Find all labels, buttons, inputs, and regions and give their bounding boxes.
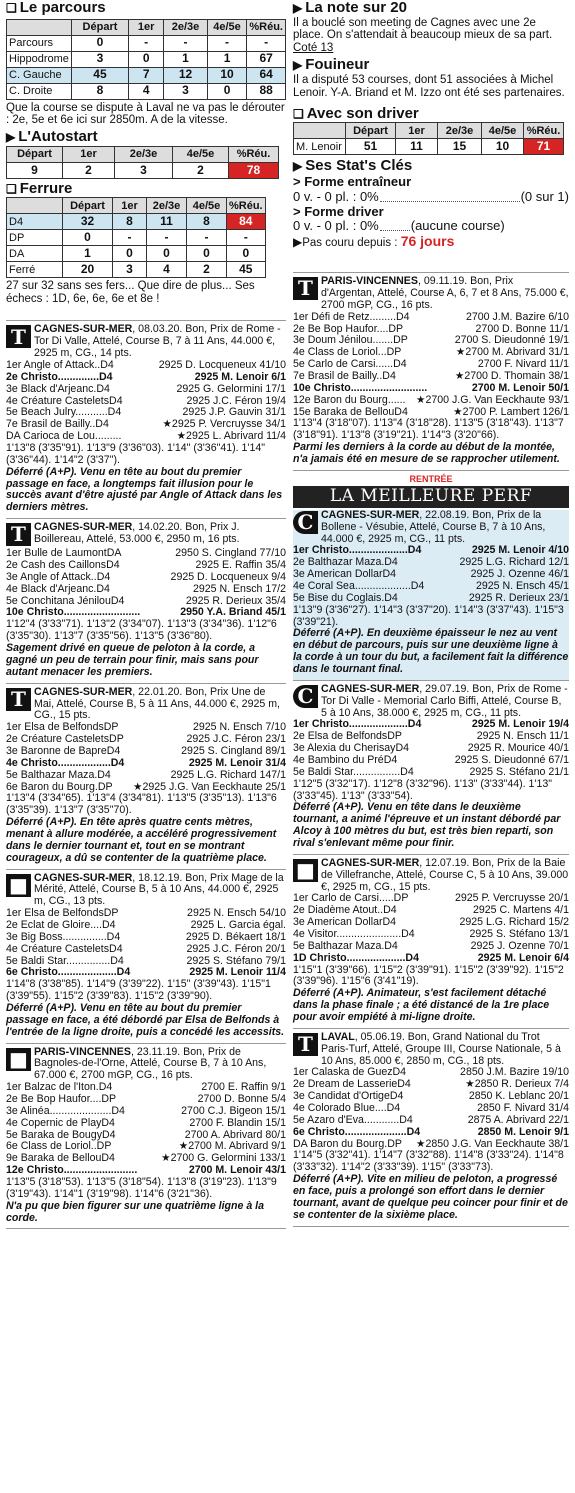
race-times: 1'14"8 (3'38"85). 1'14"9 (3'39"22). 1'15" (3'39"43). 1'15"1 (3'39"55). 1'15"2 (3'39"83). 1'15"2 (3'39"90).: [6, 978, 271, 1003]
fouineur-text: Il a disputé 53 courses, dont 51 associées à Michel Lenoir. Y-A. Briand et M. Izzo ont été ses partenaires.: [293, 73, 565, 99]
race-times: 1'12"4 (3'33"71). 1'13"2 (3'34"07). 1'13"3 (3'34"36). 1'12"6 (3'35"30). 1'13"7 (3'35"56). 1'13"5 (3'36"80).: [6, 618, 277, 643]
race-result-row: 3e Alexia du CherisayD4 2925 R. Mourice 40/1: [293, 742, 569, 755]
race-result-row: 9e Baraka de BellouD4 ★2700 G. Gelormini 133/1: [6, 1152, 286, 1165]
race-comment: Déferré (A+P). En deuxième épaisseur le nez au vent en début de parcours, puis sur une deuxième ligne à la corde à un tour du but, a facilement fait la différence dans le tournant final.: [293, 627, 569, 675]
stats-heading: ▶ Ses Stat's Clés: [293, 157, 413, 175]
race-result-row: 2e Elsa de BelfondsDP 2925 N. Ensch 11/1: [293, 730, 569, 743]
race-entry: ■ CAGNES-SUR-MER, 12.07.19. Bon, Prix de la Baie de Villefranche, Attelé, Course C, 5 à 10 Ans, 39.000 €, 2925 m, CG., 15 pts. 1er Carlo de Carsi.....DP 2925 P. Vercruysse 20/1 2e Diadème Atout..D4 2925 C. Martens 4/1 3e American DollarD4 2925 L.G. Richard 15/2 4e Visitor......................D4 2925 S. Stéfano 13/1 5e Balthazar Maza.D4 2925 J. Ozenne 70/1 1D Christo....................D4 2925 M. Lenoir 6/4 1'15"1 (3'39"66). 1'15"2 (3'39"91). 1'15"2 (3'39"92). 1'15"2 (3'39"96). 1'15"6 (3'41"19). Déferré (A+P). Animateur, s'est facilement détaché dans la phase finale ; a été distancé de la 1re place pour avoir empiété à mi-ligne droite.: [293, 858, 569, 1029]
race-result-row: 4e Visitor......................D4 2925 S. Stéfano 13/1: [293, 928, 569, 941]
race-result-row: 5e Bise du Coglais.D4 2925 R. Derieux 23/1: [293, 591, 569, 604]
race-result-row: 4e Black d'Arjeanc.D4 2925 N. Ensch 17/2: [6, 582, 286, 595]
race-result-row: 1er Carlo de Carsi.....DP 2925 P. Vercruysse 20/1: [293, 892, 569, 905]
race-result-row: 10e Christo.......................... 2700 M. Lenoir 50/1: [293, 381, 569, 394]
race-result-row: 6e Class de Loriol..DP ★2700 M. Abrivard 9/1: [6, 1140, 286, 1153]
forme-entraineur-title: > Forme entraîneur: [293, 173, 412, 189]
race-result-row: 5e Beach Julry...........D4 2925 J.P. Gauvin 31/1: [6, 406, 286, 419]
race-entry: T CAGNES-SUR-MER, 14.02.20. Bon, Prix J. Boillereau, Attelé, 53.000 €, 2950 m, 16 pts. 1er Bulle de LaumontDA 2950 S. Cingland 77/10 2e Cash des CaillonsD4 2925 E. Raffin 35/4 3e Angle of Attack..D4 2925 D. Locqueneux 9/4 4e Black d'Arjeanc.D4 2925 N. Ensch 17/2 5e Conchitana JénilouD4 2925 R. Derieux 35/4 10e Christo.......................... 2950 Y.A. Briand 45/1 1'12"4 (3'33"71). 1'13"2 (3'34"07). 1'13"3 (3'34"36). 1'12"6 (3'35"30). 1'13"7 (3'35"56). 1'13"5 (3'36"80). Sagement drivé en queue de peloton à la corde, a gagné un peu de terrain pour finir, mais sans pour autant menacer les premiers.: [6, 522, 286, 683]
pas-couru: ▶Pas couru depuis : 76 jours: [293, 233, 455, 250]
race-result-row: 3e Black d'Arjeanc.D4 2925 G. Gelormini 17/1: [6, 382, 286, 395]
race-result-row: 1er Christo....................D4 2925 M. Lenoir 4/10: [293, 544, 569, 557]
checkbox-icon: ❑: [6, 181, 17, 196]
right-races: [293, 276, 569, 471]
ferrure-heading: ❑ Ferrure: [6, 179, 73, 197]
race-entry: T CAGNES-SUR-MER, 08.03.20. Bon, Prix de Rome - Tor Di Valle, Attelé, Course B, 7 à 11 Ans, 44.000 €, 2925 m, CG., 14 pts. 1er Angle of Attack..D4 2925 D. Locqueneux 41/10 2e Christo..............D4 2925 M. Lenoir 6/1 3e Black d'Arjeanc.D4 2925 G. Gelormini 17/1 4e Créature CasteletsD4 2925 J.C. Féron 19/4 5e Beach Julry...........D4 2925 J.P. Gauvin 31/1 7e Brasil de Bailly..D4 ★2925 P. Vercruysse 34/1 DA Carioca de Lou......... ★2925 L. Abrivard 11/4 1'13"8 (3'35"91). 1'13"9 (3'36"03). 1'14" (3'36"41). 1'14" (3'36"44). 1'14"2 (3'37"). Déferré (A+P). Venu en tête au bout du premier passage en face, a longtemps fait illusion pour le succès avant d'être ajusté par Angle of Attack dans les derniers mètres.: [6, 324, 286, 519]
best-race: [293, 510, 569, 681]
race-result-row: 1er Calaska de GuezD4 2850 J.M. Bazire 19/10: [293, 1066, 569, 1079]
racetrack-logo-icon: T: [293, 277, 318, 300]
race-result-row: 3e American DollarD4 2925 J. Ozenne 46/1: [293, 568, 569, 581]
race-result-row: 1er Elsa de BelfondsDP 2925 N. Ensch 7/10: [6, 721, 286, 734]
race-times: 1'13"5 (3'18"53). 1'13"5 (3'18"54). 1'13"8 (3'19"23). 1'13"9 (3'19"43). 1'14"1 (3'19"98). 1'14"6 (3'21"36).: [6, 1176, 277, 1200]
race-comment: N'a pu que bien figurer sur une quatrième ligne à la corde.: [6, 1199, 264, 1224]
race-result-row: DA Baron du Bourg.DP ★2850 J.G. Van Eeckhaute 38/1: [293, 1137, 569, 1150]
race-result-row: 1er Défi de Retz.........D4 2700 J.M. Bazire 6/10: [293, 310, 569, 323]
parcours-table: Départ 1er 2e/3e 4e/5e %Réu. Parcours 0 - - - - Hippodrome 3 0 1 1 67 C. Gauche 45 7 12 10 64 C. Droite 8 4 3 0 88: [6, 19, 286, 100]
racetrack-logo-icon: C: [293, 511, 318, 534]
race-result-row: 12e Christo......................... 2700 M. Lenoir 43/1: [6, 1164, 286, 1177]
race-result-row: 4e Class de Loriol...DP ★2700 M. Abrivard 31/1: [293, 346, 569, 359]
left-column: [6, 0, 286, 1232]
parcours-note: Que la course se dispute à Laval ne va pas le dérouter : 2e, 5e et 6e ici sur 2850m. A de la vitesse.: [6, 101, 285, 127]
race-result-row: 2e Créature CasteletsDP 2925 J.C. Féron 23/1: [6, 733, 286, 746]
race-result-row: 5e Balthazar Maza.D4 2925 J. Ozenne 70/1: [293, 939, 569, 952]
race-result-row: 1D Christo....................D4 2925 M. Lenoir 6/4: [293, 951, 569, 964]
race-result-row: 2e Balthazar Maza.D4 2925 L.G. Richard 12/1: [293, 556, 569, 569]
race-entry: T CAGNES-SUR-MER, 22.01.20. Bon, Prix Une de Mai, Attelé, Course B, 5 à 11 Ans, 44.000 €, 2925 m, CG., 15 pts. 1er Elsa de BelfondsDP 2925 N. Ensch 7/10 2e Créature CasteletsDP 2925 J.C. Féron 23/1 3e Baronne de BapreD4 2925 S. Cingland 89/1 4e Christo..................D4 2925 M. Lenoir 31/4 5e Balthazar Maza.D4 2925 L.G. Richard 147/1 6e Baron du Bourg.DP ★2925 J.G. Van Eeckhaute 25/1 1'13"4 (3'34"65). 1'13"4 (3'34"81). 1'13"5 (3'35"13). 1'13"6 (3'35"39). 1'13"7 (3'35"70). Déferré (A+P). En tête après quatre cents mètres, menant à allure modérée, a accéléré progressivement dans le dernier tournant et, tout en se montrant courageux, a dû se contenter de la quatrième place.: [6, 687, 286, 870]
race-entry: T PARIS-VINCENNES, 09.11.19. Bon, Prix d'Argentan, Attelé, Course A, 6, 7 et 8 Ans, 75.000 €, 2700 mGP, CG., 16 pts. 1er Défi de Retz.........D4 2700 J.M. Bazire 6/10 2e Be Bop Haufor....DP 2700 D. Bonne 11/1 3e Doum Jénilou.......DP 2700 S. Dieudonné 19/1 4e Class de Loriol...DP ★2700 M. Abrivard 31/1 5e Carlo de Carsi......D4 2700 F. Nivard 11/1 7e Brasil de Bailly..D4 ★2700 D. Thomain 38/1 10e Christo.......................... 2700 M. Lenoir 50/1 12e Baron du Bourg...... ★2700 J.G. Van Eeckhaute 93/1 15e Baraka de BellouD4 ★2700 P. Lambert 126/1 1'13"4 (3'18"07). 1'13"4 (3'18"28). 1'13"5 (3'18"43). 1'13"7 (3'18"91). 1'13"8 (3'19"21). 1'14"3 (3'20"66). Parmi les derniers à la corde au début de la montée, n'a jamais été en mesure de se rapprocher utilement.: [293, 276, 569, 471]
note20-text: Il a bouclé son meeting de Cagnes avec une 2e place. On s'attendait à beaucoup mieux de sa part. Coté 13: [293, 16, 553, 55]
arrow-icon: ▶: [293, 0, 303, 15]
racetrack-logo-icon: T: [6, 688, 31, 711]
race-entry: C CAGNES-SUR-MER, 29.07.19. Bon, Prix de Rome - Tor Di Valle - Memorial Carlo Biffi, Attelé, Course B, 5 à 10 Ans, 38.000 €, 2925 m, CG., 11 pts. 1er Christo....................D4 2925 M. Lenoir 19/4 2e Elsa de BelfondsDP 2925 N. Ensch 11/1 3e Alexia du CherisayD4 2925 R. Mourice 40/1 4e Bambino du PréD4 2925 S. Dieudonné 67/1 5e Baldi Star................D4 2925 S. Stéfano 21/1 1'12"5 (3'32"17). 1'12"8 (3'32"96). 1'13" (3'33"44). 1'13" (3'33"45). 1'13" (3'33"54). Déferré (A+P). Venu en tête dans le deuxième tournant, a animé l'épreuve et un instant débordé par Alcoy à 100 mètres du but, est très bien reparti, son rival s'enlevant même pour finir.: [293, 684, 569, 855]
arrow-icon: ▶: [293, 159, 303, 174]
race-result-row: 3e Angle of Attack..D4 2925 D. Locqueneux 9/4: [6, 570, 286, 583]
race-result-row: 3e Big Boss...............D4 2925 D. Békaert 18/1: [6, 930, 286, 943]
race-result-row: 2e Dream de LasserieD4 ★2850 R. Derieux 7/4: [293, 1078, 569, 1091]
race-times: 1'13"9 (3'36"27). 1'14"3 (3'37"20). 1'14"3 (3'37"43). 1'15"3 (3'39"21).: [293, 603, 564, 628]
ferrure-note: 27 sur 32 sans ses fers... Que dire de plus... Ses échecs : 1D, 6e, 6e, 6e et 8e !: [6, 280, 255, 306]
race-entry: C CAGNES-SUR-MER, 22.08.19. Bon, Prix de la Bollene - Vésubie, Attelé, Course B, 7 à 10 Ans, 44.000 €, 2925 m, CG., 11 pts. 1er Christo....................D4 2925 M. Lenoir 4/10 2e Balthazar Maza.D4 2925 L.G. Richard 12/1 3e American DollarD4 2925 J. Ozenne 46/1 4e Coral Sea...................D4 2925 N. Ensch 45/1 5e Bise du Coglais.D4 2925 R. Derieux 23/1 1'13"9 (3'36"27). 1'14"3 (3'37"20). 1'14"3 (3'37"43). 1'15"3 (3'39"21). Déferré (A+P). En deuxième épaisseur le nez au vent en début de parcours, puis sur une deuxième ligne à la corde à un tour du but, a facilement fait la différence dans le tournant final.: [293, 510, 569, 681]
race-comment: Parmi les derniers à la corde au début de la montée, n'a jamais été en mesure de se rapprocher utilement.: [293, 441, 560, 466]
ferrure-table: Départ 1er 2e/3e 4e/5e %Réu. D4 32 8 11 8 84 DP 0 - - - - DA 1 0 0 0 0 Ferré 20 3 4 2 45: [6, 197, 266, 278]
race-result-row: 10e Christo.......................... 2950 Y.A. Briand 45/1: [6, 606, 286, 619]
race-result-row: 3e American DollarD4 2925 L.G. Richard 15/2: [293, 916, 569, 929]
race-result-row: 1er Angle of Attack..D4 2925 D. Locqueneux 41/10: [6, 359, 286, 372]
race-times: 1'13"8 (3'35"91). 1'13"9 (3'36"03). 1'14" (3'36"41). 1'14" (3'36"44). 1'14"2 (3'37").: [6, 442, 265, 466]
race-result-row: 15e Baraka de BellouD4 ★2700 P. Lambert 126/1: [293, 405, 569, 418]
race-result-row: 5e Baraka de BougyD4 2700 A. Abrivard 80/1: [6, 1128, 286, 1141]
race-comment: Déferré (A+P). En tête après quatre cents mètres, menant à allure modérée, a accéléré progressivement dans le dernier tournant et, tout en se montrant courageux, a dû se contenter de la quatrième place.: [6, 816, 277, 864]
race-result-row: 4e Colorado Blue....D4 2850 F. Nivard 31/4: [293, 1102, 569, 1115]
race-result-row: 6e Christo.....................D4 2850 M. Lenoir 9/1: [293, 1125, 569, 1138]
race-result-row: 2e Christo..............D4 2925 M. Lenoir 6/1: [6, 370, 286, 383]
race-result-row: 2e Be Bop Haufor....DP 2700 D. Bonne 11/1: [293, 322, 569, 335]
race-result-row: 5e Conchitana JénilouD4 2925 R. Derieux 35/4: [6, 594, 286, 607]
race-result-row: 5e Carlo de Carsi......D4 2700 F. Nivard 11/1: [293, 358, 569, 371]
race-times: 1'13"4 (3'34"65). 1'13"4 (3'34"81). 1'13"5 (3'35"13). 1'13"6 (3'35"39). 1'13"7 (3'35"70).: [6, 792, 277, 817]
race-times: 1'12"5 (3'32"17). 1'12"8 (3'32"96). 1'13" (3'33"44). 1'13" (3'33"45). 1'13" (3'33"54).: [293, 777, 552, 802]
race-result-row: 4e Christo..................D4 2925 M. Lenoir 31/4: [6, 756, 286, 769]
race-result-row: 5e Baldi Star................D4 2925 S. Stéfano 21/1: [293, 765, 569, 778]
checkbox-icon: ❑: [293, 106, 304, 121]
race-comment: Déferré (A+P). Vite en milieu de peloton, a progressé en face, puis a prolongé son effort dans le dernier tournant, avant de quelque peu coincer pour finir et de se contenter de la sixième place.: [293, 1173, 568, 1221]
race-entry: ■ CAGNES-SUR-MER, 18.12.19. Bon, Prix Mage de la Mérité, Attelé, Course B, 5 à 10 Ans, 44.000 €, 2925 m, CG., 13 pts. 1er Elsa de BelfondsDP 2925 N. Ensch 54/10 2e Eclat de Gloire....D4 2925 L. Garcia égal. 3e Big Boss...............D4 2925 D. Békaert 18/1 4e Créature CasteletsD4 2925 J.C. Féron 20/1 5e Baldi Star...............D4 2925 S. Stéfano 79/1 6e Christo....................D4 2925 M. Lenoir 11/4 1'14"8 (3'38"85). 1'14"9 (3'39"22). 1'15" (3'39"43). 1'15"1 (3'39"55). 1'15"2 (3'39"83). 1'15"2 (3'39"90). Déferré (A+P). Venu en tête au bout du premier passage en face, a été débordé par Elsa de Belfonds à l'entrée de la ligne droite, puis a concédé les accessits.: [6, 873, 286, 1044]
racetrack-logo-icon: T: [6, 325, 31, 348]
race-comment: Déferré (A+P). Venu en tête au bout du premier passage en face, a été débordé par Elsa de Belfonds à l'entrée de la ligne droite, puis a concédé les accessits.: [6, 1001, 285, 1038]
race-result-row: 12e Baron du Bourg...... ★2700 J.G. Van Eeckhaute 93/1: [293, 393, 569, 406]
driver-table: Départ 1er 2e/3e 4e/5e %Réu. M. Lenoir 51 11 15 10 71: [293, 122, 564, 155]
racetrack-logo-icon: ■: [6, 1048, 31, 1071]
race-result-row: 4e Copernic de PlayD4 2700 F. Blandin 15/1: [6, 1116, 286, 1129]
meilleure-perf-banner: LA MEILLEURE PERF: [293, 486, 569, 508]
racetrack-logo-icon: ■: [293, 859, 318, 882]
race-result-row: 5e Balthazar Maza.D4 2925 L.G. Richard 147/1: [6, 768, 286, 781]
race-result-row: 5e Baldi Star...............D4 2925 S. Stéfano 79/1: [6, 954, 286, 967]
driver-heading: ❑ Avec son driver: [293, 104, 419, 122]
race-result-row: DA Carioca de Lou......... ★2925 L. Abrivard 11/4: [6, 430, 286, 443]
race-result-row: 7e Brasil de Bailly..D4 ★2700 D. Thomain 38/1: [293, 370, 569, 383]
race-times: 1'14"5 (3'32"41). 1'14"7 (3'32"88). 1'14"8 (3'33"24). 1'14"8 (3'33"32). 1'14"2 (3'33"39). 1'15" (3'33"73).: [293, 1149, 564, 1174]
note20-heading: ▶ La note sur 20: [293, 0, 407, 16]
race-result-row: 6e Baron du Bourg.DP ★2925 J.G. Van Eeckhaute 25/1: [6, 780, 286, 793]
race-result-row: 1er Balzac de l'Iton.D4 2700 E. Raffin 9/1: [6, 1081, 286, 1094]
race-result-row: 1er Bulle de LaumontDA 2950 S. Cingland 77/10: [6, 547, 286, 560]
race-result-row: 5e Azaro d'Eva............D4 2875 A. Abrivard 22/1: [293, 1113, 569, 1126]
arrow-icon: ▶: [293, 58, 303, 73]
race-comment: Déferré (A+P). Animateur, s'est facilement détaché dans la phase finale ; a été distancé de la 1re place pour avoir empiété à mi-ligne droite.: [293, 987, 550, 1024]
race-result-row: 4e Créature CasteletsD4 2925 J.C. Féron 20/1: [6, 942, 286, 955]
autostart-heading: ▶ L'Autostart: [6, 128, 98, 146]
race-result-row: 7e Brasil de Bailly..D4 ★2925 P. Vercruysse 34/1: [6, 418, 286, 431]
right-races-more: [293, 684, 569, 1227]
race-result-row: 2e Be Bop Haufor....DP 2700 D. Bonne 5/4: [6, 1093, 286, 1105]
race-result-row: 3e Baronne de BapreD4 2925 S. Cingland 89/1: [6, 744, 286, 757]
arrow-icon: ▶: [6, 130, 16, 145]
race-times: 1'13"4 (3'18"07). 1'13"4 (3'18"28). 1'13"5 (3'18"43). 1'13"7 (3'18"91). 1'13"8 (3'19"21). 1'14"3 (3'20"66).: [293, 417, 564, 442]
race-result-row: 3e Candidat d'OrtigeD4 2850 K. Leblanc 20/1: [293, 1090, 569, 1103]
forme-driver-line: 0 v. - 0 pl. : 0% (aucune course): [293, 218, 505, 234]
forme-entraineur-line: 0 v. - 0 pl. : 0% (0 sur 1): [293, 188, 569, 204]
race-comment: Déferré (A+P). Venu en tête dans le deuxième tournant, a animé l'épreuve et un instant débordé par Alcoy à 100 mètres du but, est très bien reparti, son rival s'enlevant même pour finir.: [293, 801, 561, 849]
race-result-row: 1er Christo....................D4 2925 M. Lenoir 19/4: [293, 718, 569, 731]
fouineur-heading: ▶ Fouineur: [293, 56, 370, 74]
race-result-row: 6e Christo....................D4 2925 M. Lenoir 11/4: [6, 966, 286, 979]
race-result-row: 4e Bambino du PréD4 2925 S. Dieudonné 67/1: [293, 753, 569, 766]
race-times: 1'15"1 (3'39"66). 1'15"2 (3'39"91). 1'15"2 (3'39"92). 1'15"2 (3'39"96). 1'15"6 (3'41"19).: [293, 963, 564, 988]
race-entry: ■ PARIS-VINCENNES, 23.11.19. Bon, Prix de Bagnoles-de-l'Orne, Attelé, Course B, 7 à 10 Ans, 67.000 €, 2700 mGP, CG., 16 pts. 1er Balzac de l'Iton.D4 2700 E. Raffin 9/1 2e Be Bop Haufor....DP 2700 D. Bonne 5/4 3e Alinéa.....................D4 2700 C.J. Bigeon 15/1 4e Copernic de PlayD4 2700 F. Blandin 15/1 5e Baraka de BougyD4 2700 A. Abrivard 80/1 6e Class de Loriol..DP ★2700 M. Abrivard 9/1 9e Baraka de BellouD4 ★2700 G. Gelormini 133/1 12e Christo......................... 2700 M. Lenoir 43/1 1'13"5 (3'18"53). 1'13"5 (3'18"54). 1'13"8 (3'19"23). 1'13"9 (3'19"43). 1'14"1 (3'19"98). 1'14"6 (3'21"36). N'a pu que bien figurer sur une quatrième ligne à la corde.: [6, 1047, 286, 1230]
parcours-heading: ❑ Le parcours: [6, 0, 106, 16]
right-column: [293, 0, 569, 1230]
race-result-row: 1er Elsa de BelfondsDP 2925 N. Ensch 54/10: [6, 907, 286, 920]
racetrack-logo-icon: ■: [6, 874, 31, 897]
race-result-row: 4e Coral Sea...................D4 2925 N. Ensch 45/1: [293, 579, 569, 592]
race-result-row: 3e Alinéa.....................D4 2700 C.J. Bigeon 15/1: [6, 1104, 286, 1117]
race-entry: T LAVAL, 05.06.19. Bon, Grand National du Trot Paris-Turf, Attelé, Groupe III, Course Nationale, 5 à 10 Ans, 85.000 €, 2850 m, CG., 18 pts. 1er Calaska de GuezD4 2850 J.M. Bazire 19/10 2e Dream de LasserieD4 ★2850 R. Derieux 7/4 3e Candidat d'OrtigeD4 2850 K. Leblanc 20/1 4e Colorado Blue....D4 2850 F. Nivard 31/4 5e Azaro d'Eva............D4 2875 A. Abrivard 22/1 6e Christo.....................D4 2850 M. Lenoir 9/1 DA Baron du Bourg.DP ★2850 J.G. Van Eeckhaute 38/1 1'14"5 (3'32"41). 1'14"7 (3'32"88). 1'14"8 (3'33"24). 1'14"8 (3'33"32). 1'14"2 (3'33"39). 1'15" (3'33"73). Déferré (A+P). Vite en milieu de peloton, a progressé en face, puis a prolongé son effort dans le dernier tournant, avant de quelque peu coincer pour finir et de se contenter de la sixième place.: [293, 1032, 569, 1227]
racetrack-logo-icon: T: [293, 1033, 318, 1056]
racetrack-logo-icon: T: [6, 523, 31, 546]
forme-driver-title: > Forme driver: [293, 203, 384, 219]
race-result-row: 2e Diadème Atout..D4 2925 C. Martens 4/1: [293, 904, 569, 917]
race-result-row: 2e Cash des CaillonsD4 2925 E. Raffin 35/4: [6, 559, 286, 572]
race-result-row: 2e Eclat de Gloire....D4 2925 L. Garcia égal.: [6, 918, 286, 931]
rentree-label: RENTRÉE: [409, 473, 453, 484]
checkbox-icon: ❑: [6, 0, 17, 15]
racetrack-logo-icon: C: [293, 685, 318, 708]
race-comment: Déferré (A+P). Venu en tête au bout du premier passage en face, a longtemps fait illusion pour le succès avant d'être ajusté par Angle of Attack dans les derniers mètres.: [6, 465, 283, 514]
race-comment: Sagement drivé en queue de peloton à la corde, a gagné un peu de terrain pour finir, mais sans pour autant menacer les premiers.: [6, 642, 259, 678]
left-races: [6, 324, 286, 1229]
race-result-row: 4e Créature CasteletsD4 2925 J.C. Féron 19/4: [6, 394, 286, 407]
race-result-row: 3e Doum Jénilou.......DP 2700 S. Dieudonné 19/1: [293, 334, 569, 347]
autostart-table: Départ 1er 2e/3e 4e/5e %Réu. 9 2 3 2 78: [6, 146, 279, 179]
